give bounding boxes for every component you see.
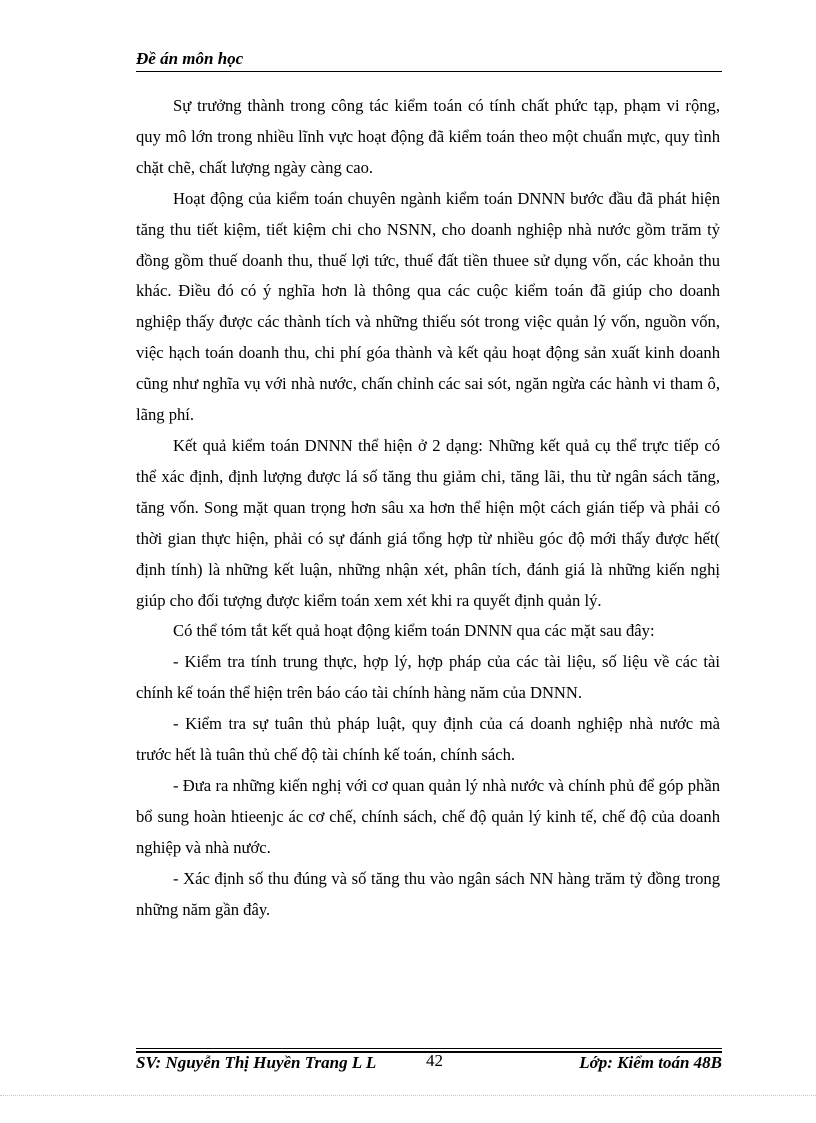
header-divider (136, 71, 722, 72)
list-item: - Kiểm tra sự tuân thủ pháp luật, quy định của cá doanh nghiệp nhà nước mà trước hết là tuân thủ chế độ tài chính kế toán, chính sách. (136, 714, 720, 765)
page-footer (136, 1053, 722, 1079)
paragraph-1: Sự trưởng thành trong công tác kiểm toán có tính chất phức tạp, phạm vi rộng, quy mô lớn trong nhiều lĩnh vực hoạt động đã kiểm toán theo một chuẩn mực, quy tình chặt chẽ, chất lượng ngày càng cao. (136, 96, 720, 177)
footer-student: SV: Nguyễn Thị Huyền Trang L L (136, 1053, 377, 1072)
list-item: - Xác định số thu đúng và số tăng thu vào ngân sách NN hàng trăm tỷ đồng trong những năm gần đây. (136, 868, 720, 919)
footer-class: Lớp: Kiểm toán 48B (579, 1053, 722, 1072)
header-title: Đề án môn học (136, 49, 244, 68)
footer-divider-thin (136, 1048, 722, 1049)
page-header (136, 48, 722, 70)
paragraph-4: Có thể tóm tắt kết quả hoạt động kiểm toán DNNN qua các mặt sau đây: (173, 621, 655, 641)
list-item: - Kiểm tra tính trung thực, hợp lý, hợp pháp của các tài liệu, số liệu về các tài chính kế toán thể hiện trên báo cáo tài chính hàng năm của DNNN. (136, 652, 720, 703)
page-number: 42 (426, 1051, 443, 1070)
paragraph-3: Kết quả kiểm toán DNNN thể hiện ở 2 dạng: Những kết quả cụ thể trực tiếp có thể xác định, định lượng được lá số tăng thu giảm chi, tăng lãi, thu từ ngân sách tăng, tăng vốn. Song mặt quan trọng hơn sâu xa hơn thể hiện một cách gián tiếp và phải có thời gian thực hiện, phải có sự đánh giá tổng hợp từ nhiều góc độ mới thấy được hết( định tính) là những kết luận, những nhận xét, phân tích, đánh giá là những kiến nghị giúp cho đối tượng được kiểm toán xem xét khi ra quyết định quản lý. (136, 435, 720, 610)
document-body (136, 91, 720, 925)
page-boundary (0, 1095, 816, 1096)
list-item: - Đưa ra những kiến nghị với cơ quan quản lý nhà nước và chính phủ để góp phần bổ sung hoàn htieenjc ác cơ chế, chính sách, chế độ quản lý kinh tế, chế độ của doanh nghiệp và nhà nước. (136, 775, 720, 857)
paragraph-2: Hoạt động của kiểm toán chuyên ngành kiểm toán DNNN bước đầu đã phát hiện tăng thu tiết kiệm, tiết kiệm chi cho NSNN, cho doanh nghiệp nhà nước gồm trăm tỷ đồng gồm thuế doanh thu, thuế lợi tức, thuế đất tiền thuee sử dụng vốn, các khoản thu khác. Điều đó có ý nghĩa hơn là thông qua các cuộc kiểm toán đã giúp cho doanh nghiệp thấy được các thành tích và những thiếu sót trong việc quản lý vốn, nguồn vốn, việc hạch toán doanh thu, chi phí góa thành và kết qảu hoạt động sản xuất kinh doanh cũng như nghĩa vụ với nhà nước, chấn chỉnh các sai sót, ngăn ngừa các hành vi tham ô, lãng phí. (136, 188, 720, 425)
